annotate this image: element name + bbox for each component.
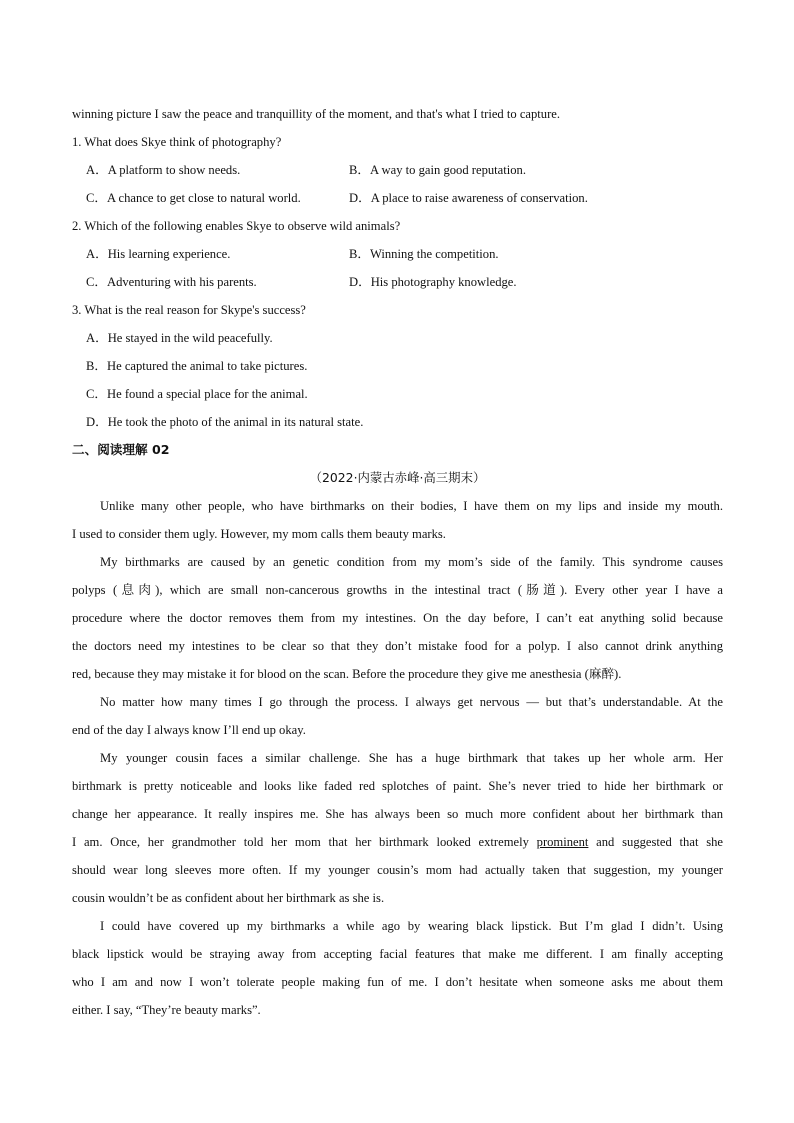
question-1-stem: 1. What does Skye think of photography? bbox=[72, 135, 282, 149]
question-2-options-row-2 bbox=[72, 268, 723, 296]
paragraph-1 bbox=[72, 492, 723, 548]
paragraph-line: either. I say, “They’re beauty marks”. bbox=[72, 1003, 261, 1017]
paragraph-line: birthmark is pretty noticeable and looks like faded red splotches of paint. She’s never tried to hide her birthmark or bbox=[72, 779, 723, 793]
paragraph-line: should wear long sleeves more often. If my younger cousin’s mom had actually taken that suggestion, my younger bbox=[72, 863, 723, 877]
paragraph-line: I could have covered up my birthmarks a while ago by wearing black lipstick. But I’m glad I didn’t. Using bbox=[100, 919, 723, 933]
question-1-options-row-2 bbox=[72, 184, 723, 212]
section-heading: 二、阅读理解 02 bbox=[72, 442, 170, 457]
option-c[interactable]: C．A chance to get close to natural world. bbox=[86, 191, 301, 205]
paragraph-line: who I am and now I won’t tolerate people making fun of me. I don’t hesitate when someone asks me about them bbox=[72, 975, 723, 989]
option-c[interactable]: C．Adventuring with his parents. bbox=[86, 275, 257, 289]
text-run: I am. Once, her grandmother told her mom that her birthmark looked extremely bbox=[72, 835, 537, 849]
question-3-stem: 3. What is the real reason for Skype's success? bbox=[72, 303, 306, 317]
option-d[interactable]: D．A place to raise awareness of conservation. bbox=[349, 191, 588, 205]
option-c[interactable]: C．He found a special place for the animal. bbox=[86, 387, 308, 401]
option-d[interactable]: D．His photography knowledge. bbox=[349, 275, 517, 289]
paragraph-line: end of the day I always know I’ll end up okay. bbox=[72, 723, 306, 737]
underlined-word: prominent bbox=[536, 835, 589, 849]
question-2-stem: 2. Which of the following enables Skye to observe wild animals? bbox=[72, 219, 401, 233]
paragraph-line: I used to consider them ugly. However, my mom calls them beauty marks. bbox=[72, 527, 446, 541]
paragraph-5 bbox=[72, 912, 723, 1024]
option-a[interactable]: A．His learning experience. bbox=[86, 247, 231, 261]
paragraph-line: My younger cousin faces a similar challenge. She has a huge birthmark that takes up her whole arm. Her bbox=[100, 751, 723, 765]
option-a[interactable]: A．A platform to show needs. bbox=[86, 163, 241, 177]
option-b[interactable]: B．Winning the competition. bbox=[349, 247, 499, 261]
paragraph-line: No matter how many times I go through the process. I always get nervous — but that’s understandable. At the bbox=[100, 695, 723, 709]
paragraph-line: My birthmarks are caused by an genetic condition from my mom’s side of the family. This syndrome causes bbox=[100, 555, 723, 569]
option-a[interactable]: A．He stayed in the wild peacefully. bbox=[86, 331, 273, 345]
paragraph-line: Unlike many other people, who have birthmarks on their bodies, I have them on my lips and inside my mouth. bbox=[100, 499, 723, 513]
paragraph-3 bbox=[72, 688, 723, 744]
paragraph-line-with-underline bbox=[72, 828, 723, 856]
paragraph-4 bbox=[72, 744, 723, 912]
paragraph-line: black lipstick would be straying away from accepting facial features that make me different. I am finally accepting bbox=[72, 947, 723, 961]
paragraph-line: cousin wouldn’t be as confident about her birthmark as she is. bbox=[72, 891, 385, 905]
question-1-options-row-1 bbox=[72, 156, 723, 184]
paragraph-line: polyps (息肉), which are small non-cancerous growths in the intestinal tract (肠道). Every other year I have a bbox=[72, 583, 723, 597]
paragraph-line: red, because they may mistake it for blood on the scan. Before the procedure they give me anesthesia (麻醉). bbox=[72, 667, 622, 681]
question-2-options-row-1 bbox=[72, 240, 723, 268]
passage-tail: winning picture I saw the peace and tranquillity of the moment, and that's what I tried to capture. bbox=[72, 107, 561, 121]
option-d[interactable]: D．He took the photo of the animal in its natural state. bbox=[86, 415, 364, 429]
text-run: and suggested that she bbox=[588, 835, 723, 849]
paragraph-line: change her appearance. It really inspires me. She has always been so much more confident about her birthmark than bbox=[72, 807, 723, 821]
source-citation: （2022·内蒙古赤峰·高三期末） bbox=[309, 470, 486, 485]
paragraph-line: the doctors need my intestines to be clear so that they don’t mistake food for a polyp. I also cannot drink anything bbox=[72, 639, 723, 653]
paragraph-2 bbox=[72, 548, 723, 688]
paragraph-line: procedure where the doctor removes them from my intestines. On the day before, I can’t eat anything solid because bbox=[72, 611, 723, 625]
option-b[interactable]: B．A way to gain good reputation. bbox=[349, 163, 526, 177]
option-b[interactable]: B．He captured the animal to take pictures. bbox=[86, 359, 308, 373]
document-page bbox=[72, 100, 723, 1024]
